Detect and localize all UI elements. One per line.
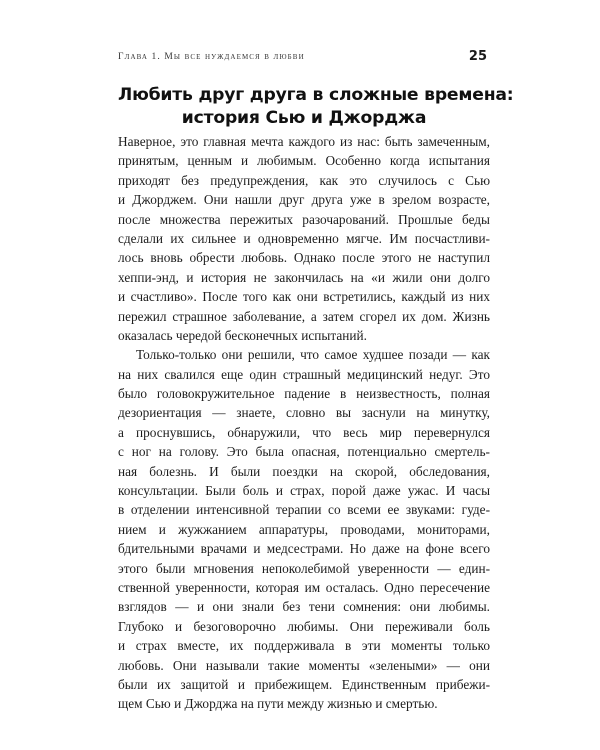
section-title-line: история Сью и Джорджа — [181, 108, 427, 128]
section-title-line: Любить друг друга в сложные времена: — [118, 85, 514, 105]
text-line: Наверное, это главная мечта каждого из нас: быть замеченным, — [118, 134, 490, 149]
text-line: любовь. Они называли такие моменты «зелеными» — они — [118, 657, 490, 673]
text-line: Только-только они решили, что самое худшее позади — как — [136, 347, 490, 363]
text-line: а проснувшись, обнаружили, что весь мир перевернулся — [118, 424, 490, 440]
text-line: нием и жужжанием аппаратуры, проводами, мониторами, — [118, 521, 490, 537]
paragraph-1 — [118, 132, 490, 345]
running-title: Глава 1. Мы все нуждаемся в любви — [118, 52, 305, 62]
text-line: ственной уверенности, которая им осталась. Одно пересечение — [118, 579, 490, 595]
text-line: лось вновь обрести любовь. Однако после этого не наступил — [118, 250, 490, 266]
text-line: хеппи-энд, и история не закончилась на «и жили они долго — [118, 269, 490, 285]
paragraph-2 — [118, 345, 490, 713]
text-line: взглядов — и они знали без тени сомнения: они любимы. — [118, 599, 490, 615]
text-line: с ног на голову. Это была опасная, потенциально смертель- — [118, 444, 490, 460]
text-line: ная болезнь. И были поездки на скорой, обследования, — [118, 463, 490, 479]
text-line: и Джорджем. Они нашли друг друга уже в зрелом возрасте, — [118, 192, 490, 208]
text-line: бдительными врачами и медсестрами. Но даже на фоне всего — [118, 541, 490, 557]
text-line: этого были мгновения непоколебимой уверенности — един- — [118, 560, 490, 576]
text-line: дезориентация — знаете, словно вы заснули на минутку, — [118, 405, 490, 421]
body-text — [118, 132, 490, 714]
text-line: пережил страшное заболевание, а затем сгорел их дом. Жизнь — [118, 308, 490, 324]
text-line: и счастливо». После того как они встретились, каждый из них — [118, 289, 490, 305]
text-line: и страх вместе, их поддерживала в эти моменты только — [118, 638, 490, 654]
text-line: в отделении интенсивной терапии со всеми ее звуками: гуде- — [118, 502, 490, 518]
text-line: оказалась чередой бесконечных испытаний. — [118, 327, 367, 343]
text-line: после множества пережитых разочарований. Прошлые беды — [118, 211, 490, 227]
text-line: принятым, ценным и любимым. Особенно когда испытания — [118, 153, 490, 169]
text-line: щем Сью и Джорджа на пути между жизнью и смертью. — [118, 696, 438, 712]
text-line: приходят без предупреждения, как это случилось с Сью — [118, 172, 490, 188]
text-line: сделали их сильнее и одновременно мягче. Им посчастливи- — [118, 230, 490, 246]
text-line: было головокружительное падение в неизвестность, полная — [118, 386, 490, 402]
section-title — [118, 84, 514, 130]
page-number: 25 — [468, 49, 487, 64]
text-line: на них свалился еще один страшный медицинский недуг. Это — [118, 366, 490, 382]
text-line: были их защитой и прибежищем. Единственным прибежи- — [118, 676, 490, 692]
running-head — [118, 49, 490, 67]
text-line: консультации. Были боль и страх, порой даже ужас. И часы — [118, 483, 490, 499]
text-line: Глубоко и безоговорочно любимы. Они переживали боль — [118, 618, 490, 634]
